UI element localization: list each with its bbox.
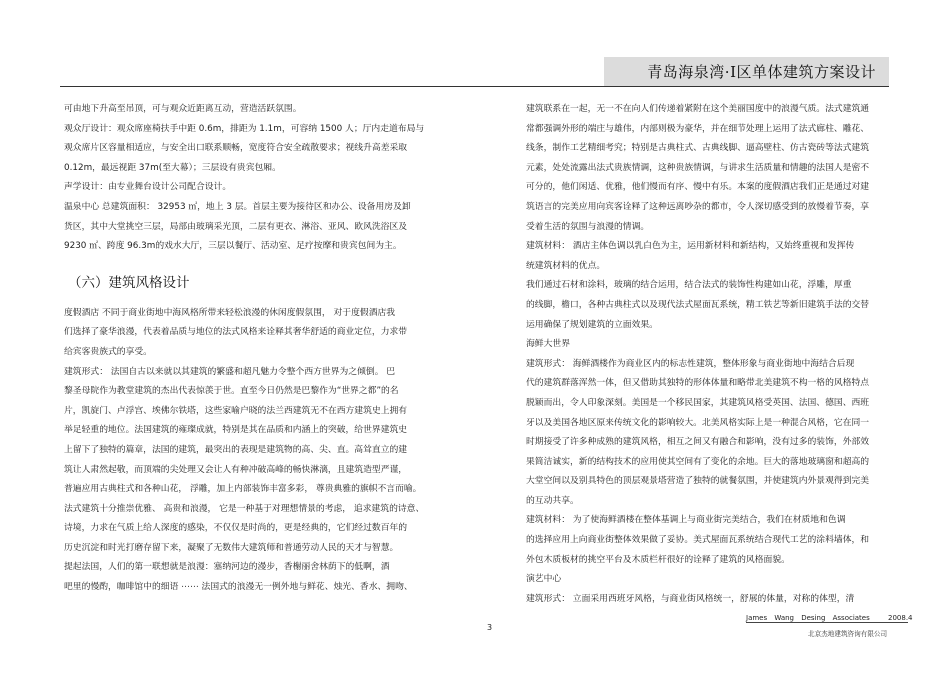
text-line: 线条，制作工艺精细考究；特别是古典柱式、古典线脚、逼高壁柱、仿古瓷砖等法式建筑 xyxy=(526,143,870,154)
text-line: 给宾客贵族式的享受。 xyxy=(64,346,152,357)
text-line: 9230 ㎡、跨度 96.3m的戏水大厅，三层以餐厅、活动室、足疗按摩和贵宾包间为主。 xyxy=(64,241,402,252)
text-line: 普遍应用古典柱式和各种山花， 浮雕，加上内部装饰丰富多彩， 尊贵典雅的旗帜不言而喻。 xyxy=(64,484,422,495)
left-column xyxy=(64,100,464,598)
text-line: 观众厅设计：观众席座椅扶手中距 0.6m，排距为 1.1m，可容纳 1500 人；厅内走道布局与 xyxy=(64,123,425,134)
text-line: 元素，处处流露出法式贵族情调，这种贵族情调，与讲求生活质量和情趣的法国人是密不 xyxy=(526,162,870,173)
footer-company: 北京杰地建筑咨询有限公司 xyxy=(808,630,888,638)
text-line: 可由地下升高至吊顶，可与观众近距离互动，营造活跃氛围。 xyxy=(64,104,302,114)
text-line: 脱颖而出，令人印象深刻。美国是一个移民国家，其建筑风格受英国、法国、德国、西班 xyxy=(526,397,870,408)
text-line: 0.12m，最远视距 37m(至大幕）；三层设有贵宾包厢。 xyxy=(64,162,281,173)
text-line: 运用确保了规划建筑的立面效果。 xyxy=(526,319,658,330)
text-line: 观众席片区容量相适应，与安全出口联系顺畅，宽度符合安全疏散要求；视线升高差采取 xyxy=(64,143,408,154)
text-line: 历史沉淀和时光打磨存留下来，凝聚了无数伟大建筑师和普通劳动人民的天才与智慧。 xyxy=(64,542,399,553)
text-line: 们选择了豪华浪漫，代表着品质与地位的法式风格来诠释其奢华舒适的商业定位，力求带 xyxy=(64,327,408,338)
text-line: 片，凯旋门、卢浮宫、埃佛尔铁塔，这些家喻户晓的法兰西建筑无不在西方建筑史上拥有 xyxy=(64,405,408,416)
text-line: 大堂空间以及别具特色的顶层观景塔营造了独特的就餐氛围，并使建筑内外景观得到完美 xyxy=(526,476,870,487)
right-column xyxy=(526,100,886,609)
text-line: 法式建筑十分推崇优雅、 高贵和浪漫， 它是一种基于对理想情景的考虑， 追求建筑的诗意、 xyxy=(64,503,425,514)
left-top-text xyxy=(64,100,464,257)
text-line: 统建筑材料的优点。 xyxy=(526,260,606,271)
footer-associates: James Wang Desing Associates xyxy=(746,614,870,622)
text-line: 建筑形式： 海鲜酒楼作为商业区内的标志性建筑，整体形象与商业街地中海结合后现 xyxy=(526,358,855,369)
text-line: 演艺中心 xyxy=(526,574,562,585)
text-line: 牙以及美国各地区原来传统文化的影响较大。北美风格实际上是一种混合风格，它在同一 xyxy=(526,417,870,428)
text-line: 建筑材料： 酒店主体色调以乳白色为主，运用新材料和新结构，又始终重视和发挥传 xyxy=(526,241,855,252)
text-line: 代的建筑群落浑然一体，但又借助其独特的形体体量和略带北美建筑不构一格的风格特点 xyxy=(526,378,870,389)
text-line: 筑让人肃然起敬，而顶端的尖处理又会让人有种冲破高峰的畅快淋漓，且建筑造型严谨， xyxy=(64,464,408,475)
text-line: 常都强调外形的端庄与雄伟，内部则极为豪华，并在细节处理上运用了法式廊柱、雕花、 xyxy=(526,123,870,134)
header-divider xyxy=(60,86,889,87)
text-line: 声学设计：由专业舞台设计公司配合设计。 xyxy=(64,182,232,193)
text-line: 我们通过石材和涂料，玻璃的结合运用，结合法式的装饰性构建如山花，浮雕，厚重 xyxy=(526,280,852,291)
page-number: 3 xyxy=(487,623,493,632)
text-line: 果简洁诚实，新的结构技术的应用使其空间有了变化的余地。巨大的落地玻璃窗和超高的 xyxy=(526,456,870,467)
text-line: 吧里的慢酌，咖啡馆中的细语 ⋯⋯ 法国式的浪漫无一例外地与鲜花、烛光、香水、拥吻、 xyxy=(64,582,413,593)
text-line: 诗境，力求在气质上给人深度的感染，不仅仅是时尚的，更是经典的，它们经过数百年的 xyxy=(64,523,408,534)
section-heading: （六）建筑风格设计 xyxy=(68,274,190,291)
left-bottom-text xyxy=(64,304,464,598)
text-line: 上留下了独特的篇章，法国的建筑，最突出的表现是建筑物的高、尖、直。高耸直立的建 xyxy=(64,444,408,455)
text-line: 举足轻重的地位。法国建筑的雍璨成就，特别是其在品质和内涵上的突破，给世界建筑史 xyxy=(64,425,408,436)
text-line: 货区，其中大堂挑空三层，局部由玻璃采光顶，二层有更衣、淋浴、亚风、欧风洗浴区及 xyxy=(64,221,408,232)
text-line: 可分的，他们闲适、优雅，他们慢而有序、慢中有乐。本案的度假酒店我们正是通过对建 xyxy=(526,182,870,193)
text-line: 受着生活的氛围与浪漫的情调。 xyxy=(526,221,650,232)
text-line: 建筑形式： 立面采用西班牙风格，与商业街风格统一，舒展的体量，对称的体型，清 xyxy=(526,593,855,604)
document-title: 青岛海泉湾·Ⅰ区单体建筑方案设计 xyxy=(647,63,876,81)
text-line: 筑语言的完美应用向宾客诠释了这种远离吵杂的都市，令人深切感受到的放慢着节奏，享 xyxy=(526,201,870,212)
footer-divider xyxy=(746,622,908,623)
text-line: 海鲜大世界 xyxy=(526,339,570,350)
right-text xyxy=(526,100,886,609)
text-line: 外包木质板材的挑空平台及木质栏杆很好的诠释了建筑的风格面貌。 xyxy=(526,554,790,565)
text-line: 建筑材料： 为了使海鲜酒楼在整体基调上与商业街完美结合，我们在材质地和色调 xyxy=(526,515,846,526)
text-line: 提起法国，人们的第一联想就是浪漫：塞纳河边的漫步，香榭丽舍林荫下的低啊，酒 xyxy=(64,562,390,573)
text-line: 黎圣母院作为教堂建筑的杰出代表惊羡于世。直至今日仍然是巴黎作为“世界之都”的名 xyxy=(64,386,399,397)
text-line: 的互动共享。 xyxy=(526,495,579,506)
text-line: 的线脚，檐口，各种古典柱式以及现代法式屋面瓦系统，精工铁艺等新旧建筑手法的交替 xyxy=(526,299,870,310)
text-line: 度假酒店 不同于商业街地中海风格所带来轻松浪漫的休闲度假氛围， 对于度假酒店我 xyxy=(64,307,396,318)
text-line: 的选择应用上向商业街整体效果做了妥协。美式屋面瓦系统结合现代工艺的涂料墙体，和 xyxy=(526,535,870,546)
text-line: 时期接受了许多种成熟的建筑风格，相互之间又有融合和影响，没有过多的装饰，外部效 xyxy=(526,437,870,448)
text-line: 建筑形式： 法国自古以来就以其建筑的繁盛和超凡魅力令整个西方世界为之倾倒。 巴 xyxy=(64,366,396,377)
text-line: 温泉中心 总建筑面积： 32953 ㎡，地上 3 层。首层主要为接待区和办公、设备用房及卸 xyxy=(64,201,411,212)
text-line: 建筑联系在一起，无一不在向人们传递着紧附在这个美丽国度中的浪漫气质。法式建筑通 xyxy=(526,104,870,114)
footer-date: 2008.4 xyxy=(888,614,913,622)
